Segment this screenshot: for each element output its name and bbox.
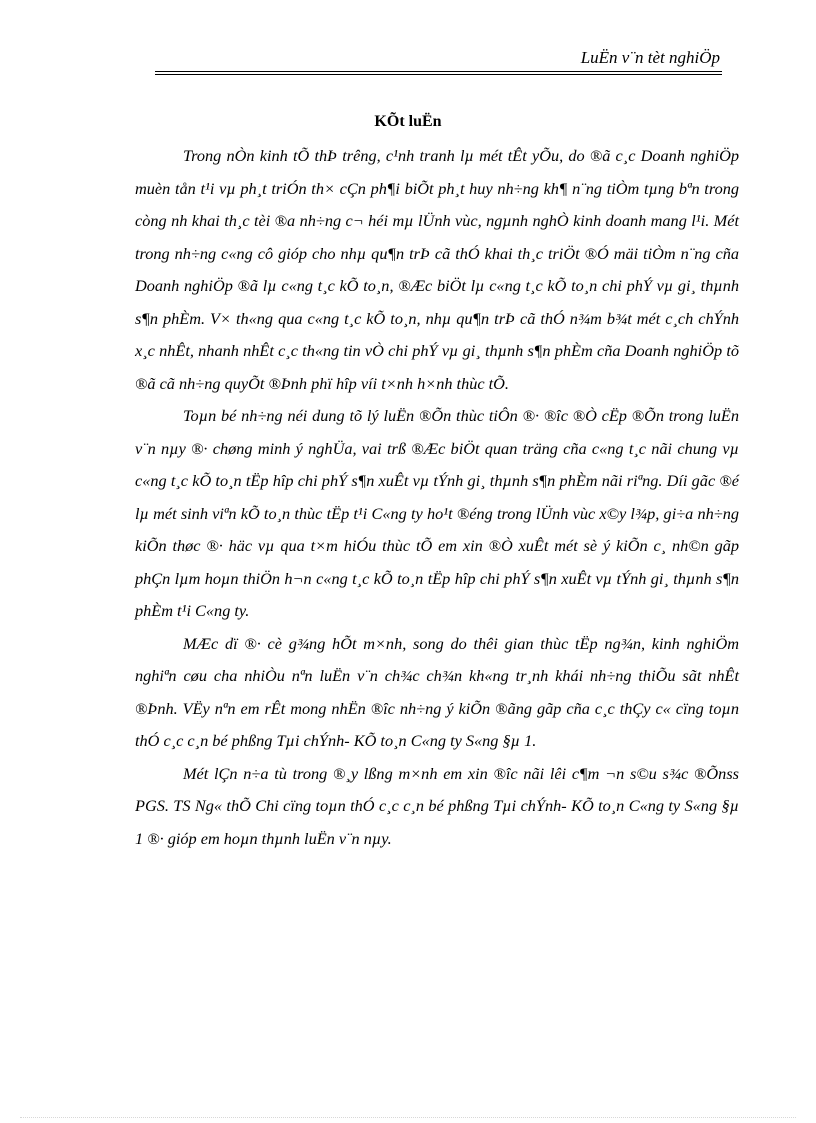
footer-divider — [20, 1117, 796, 1118]
paragraph-1: Trong nÒn kinh tÕ thÞ trêng, c¹nh tranh lµ mét tÊt yÕu, do ®ã c¸c Doanh nghiÖp muèn tån t¹i vµ ph¸t triÓn th× cÇn ph¶i biÕt ph¸t huy nh÷ng kh¶ n¨ng tiÒm tµng bªn trong còng nh khai th¸c tèi ®a nh÷ng c¬ héi mµ lÜnh vùc, ngµnh nghÒ kinh doanh mang l¹i. Mét trong nh÷ng c«ng cô gióp cho nhµ qu¶n trÞ cã thÓ khai th¸c triÖt ®Ó mäi tiÒm n¨ng cña Doanh nghiÖp ®ã lµ c«ng t¸c kÕ to¸n, ®Æc biÖt lµ c«ng t¸c kÕ to¸n chi phÝ vµ gi¸ thµnh s¶n phÈm. V× th«ng qua c«ng t¸c kÕ to¸n, nhµ qu¶n trÞ cã thÓ n¾m b¾t mét c¸ch chÝnh x¸c nhÊt, nhanh nhÊt c¸c th«ng tin vÒ chi phÝ vµ gi¸ thµnh s¶n phÈm cña Doanh nghiÖp tõ ®ã cã nh÷ng quyÕt ®Þnh phï hîp víi t×nh h×nh thùc tÕ. — [135, 146, 739, 393]
page-header — [155, 46, 722, 70]
page-title: KÕt luËn — [374, 113, 442, 130]
header-title: LuËn v¨n tèt nghiÖp — [580, 48, 720, 67]
paragraph-3: MÆc dï ®· cè g¾ng hÕt m×nh, song do thêi gian thùc tËp ng¾n, kinh nghiÖm nghiªn cøu cha nhiÒu nªn luËn v¨n ch¾c ch¾n kh«ng tr¸nh khái nh÷ng thiÕu sãt nhÊt ®Þnh. VËy nªn em rÊt mong nhËn ®îc nh÷ng ý kiÕn ®ãng gãp cña c¸c thÇy c« cïng toµn thÓ c¸c c¸n bé phßng Tµi chÝnh- KÕ to¸n C«ng ty S«ng §µ 1. — [135, 633, 739, 750]
paragraph-4: Mét lÇn n÷a tù trong ®¸y lßng m×nh em xin ®îc nãi lêi c¶m ¬n s©u s¾c ®Õnss PGS. TS Ng« thÕ Chi cïng toµn thÓ c¸c c¸n bé phßng Tµi chÝnh- KÕ to¸n C«ng ty S«ng §µ 1 ®· gióp em hoµn thµnh luËn v¨n nµy. — [135, 763, 739, 848]
paragraph-2: Toµn bé nh÷ng néi dung tõ lý luËn ®Õn thùc tiÔn ®· ®îc ®Ò cËp ®Õn trong luËn v¨n nµy ®· chøng minh ý nghÜa, vai trß ®Æc biÖt quan träng cña c«ng t¸c nãi chung vµ c«ng t¸c kÕ to¸n tËp hîp chi phÝ s¶n xuÊt vµ tÝnh gi¸ thµnh s¶n phÈm nãi riªng. Díi gãc ®é lµ mét sinh viªn kÕ to¸n thùc tËp t¹i C«ng ty ho¹t ®éng trong lÜnh vùc x©y l¾p, gi÷a nh÷ng kiÕn thøc ®· häc vµ qua t×m hiÓu thùc tÕ em xin ®Ò xuÊt mét sè ý kiÕn c¸ nh©n gãp phÇn lµm hoµn thiÖn h¬n c«ng t¸c kÕ to¸n tËp hîp chi phÝ s¶n xuÊt vµ tÝnh gi¸ thµnh s¶n phÈm t¹i C«ng ty. — [135, 406, 739, 620]
body-text — [135, 140, 739, 855]
header-rule — [155, 71, 722, 75]
